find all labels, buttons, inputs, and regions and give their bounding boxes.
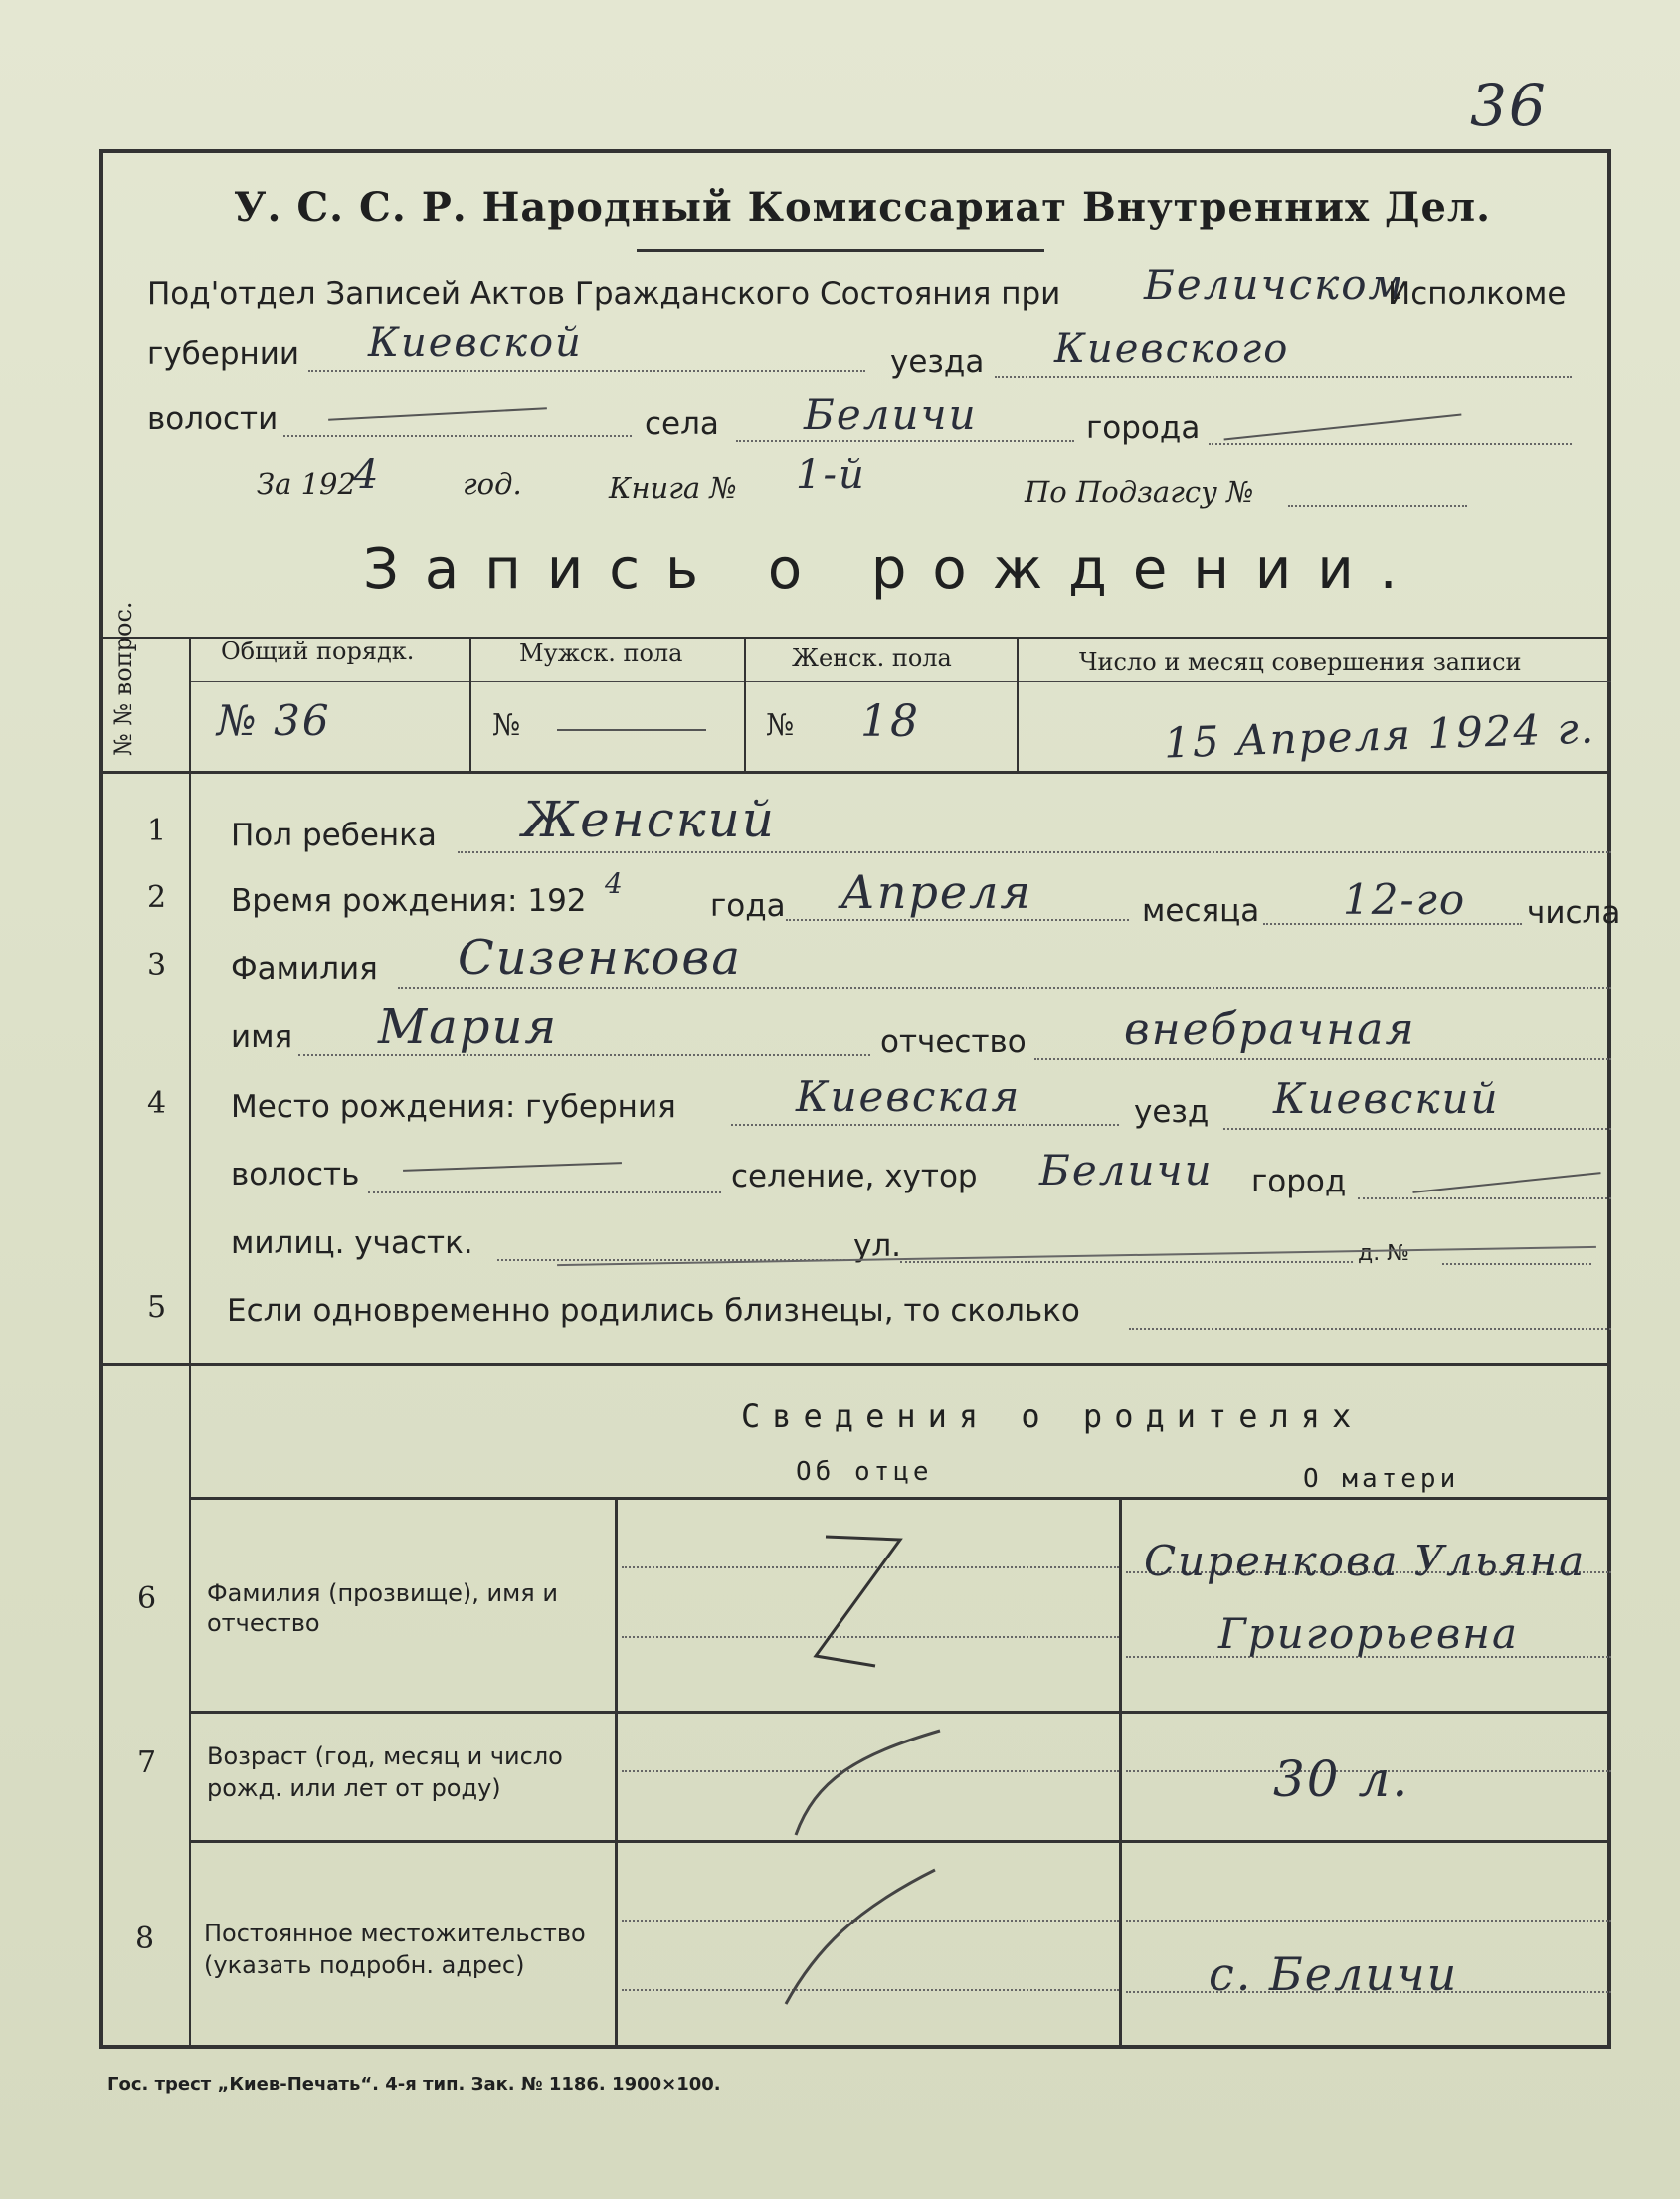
twins-label: Если одновременно родились близнецы, то сколько <box>227 1293 1080 1329</box>
question-3-number: 3 <box>147 948 167 983</box>
question-5-number: 5 <box>147 1290 167 1325</box>
row8-label-line1: Постоянное местожительство <box>204 1920 586 1947</box>
question-4-number: 4 <box>147 1086 167 1121</box>
row8-label-line2: (указать подробн. адрес) <box>204 1951 525 1979</box>
place-label: Место рождения: губерния <box>231 1089 676 1125</box>
row6-mother-line2: Григорьевна <box>1218 1609 1520 1658</box>
birth-day-value: 12-го <box>1343 875 1467 924</box>
birth-year-digit: 4 <box>605 867 625 900</box>
street-label: ул. <box>853 1228 902 1264</box>
gubernia-label: губернии <box>147 336 300 372</box>
mother-header: О матери <box>1303 1464 1460 1494</box>
row7-mother-value: 30 л. <box>1273 1750 1410 1808</box>
col-order-value: № 36 <box>217 696 331 745</box>
surname-value: Сизенкова <box>458 930 742 986</box>
year-value: 4 <box>353 453 381 498</box>
father-name-dash <box>816 1537 900 1666</box>
record-title: Запись о рождении. <box>363 537 1423 602</box>
col-order-label: Общий порядк. <box>221 638 415 665</box>
selenie-value: Беличи <box>1039 1146 1213 1194</box>
patronymic-value: внебрачная <box>1124 1005 1416 1055</box>
book-label: Книга № <box>609 471 737 505</box>
birth-year-suffix: года <box>710 888 786 924</box>
row6-mother-line1: Сиренкова Ульяна <box>1144 1537 1587 1585</box>
zags-line-prefix: Под'отдел Записей Актов Гражданского Состояния при <box>147 276 1061 312</box>
book-value: 1-й <box>796 453 866 498</box>
patronymic-label: отчество <box>880 1024 1027 1060</box>
place-gub-value: Киевская <box>796 1072 1022 1121</box>
form-title: У. С. С. Р. Народный Комиссариат Внутренних Дел. <box>234 184 1492 231</box>
col-date-value: 15 Апреля 1924 г. <box>1163 703 1596 768</box>
place-uezd-value: Киевский <box>1273 1074 1500 1123</box>
row8-mother-value: с. Беличи <box>1209 1947 1459 2001</box>
uezd-label: уезда <box>890 344 985 380</box>
question-7-number: 7 <box>137 1745 157 1780</box>
printer-footer: Гос. трест „Киев-Печать“. 4-я тип. Зак. № 1186. 1900×100. <box>107 2074 721 2095</box>
row7-label-line1: Возраст (год, месяц и число <box>207 1742 563 1770</box>
row6-label-line1: Фамилия (прозвище), имя и <box>207 1579 558 1607</box>
birth-day-label: числа <box>1527 895 1621 931</box>
parents-title: Сведения о родителях <box>741 1397 1364 1435</box>
surname-label: Фамилия <box>231 951 378 987</box>
militia-label: милиц. участк. <box>231 1225 473 1261</box>
father-address-dash <box>786 1870 935 2004</box>
father-age-dash <box>796 1731 940 1835</box>
place-volost-label: волость <box>231 1157 360 1192</box>
selo-value: Беличи <box>804 390 978 439</box>
col-female-prefix: № <box>766 708 795 743</box>
birth-month-value: Апреля <box>840 865 1032 919</box>
question-1-number: 1 <box>147 814 167 848</box>
birth-label: Время рождения: 192 <box>231 883 587 919</box>
zags-line-value: Беличском <box>1144 261 1405 309</box>
gorod-label: города <box>1086 410 1201 446</box>
row6-label-line2: отчество <box>207 1609 320 1637</box>
house-label: д. № <box>1358 1241 1410 1266</box>
sex-value: Женский <box>522 791 776 848</box>
col-female-value: 18 <box>860 696 920 747</box>
name-value: Мария <box>378 1000 559 1055</box>
question-8-number: 8 <box>135 1922 155 1956</box>
page-number: 36 <box>1470 72 1548 139</box>
row7-label-line2: рожд. или лет от роду) <box>207 1774 501 1802</box>
year-suffix: год. <box>463 467 522 501</box>
col-male-value: № <box>492 708 521 743</box>
col-date-label: Число и месяц совершения записи <box>1079 648 1522 676</box>
selo-label: села <box>645 406 719 442</box>
question-6-number: 6 <box>137 1581 157 1616</box>
sex-label: Пол ребенка <box>231 818 437 853</box>
year-label: За 192 <box>257 467 356 501</box>
subzags-label: По Подзагсу № <box>1025 475 1254 509</box>
father-header: Об отце <box>796 1457 933 1487</box>
birth-month-label: месяца <box>1142 893 1260 929</box>
question-number-header: № № вопрос. <box>109 601 137 756</box>
col-female-label: Женск. пола <box>792 644 952 672</box>
col-male-label: Мужск. пола <box>519 640 683 667</box>
question-2-number: 2 <box>147 880 167 915</box>
place-gorod-label: город <box>1251 1164 1347 1199</box>
zags-line-suffix: Исполкоме <box>1388 276 1567 312</box>
selenie-label: селение, хутор <box>731 1159 978 1194</box>
uezd-value: Киевского <box>1054 326 1290 372</box>
place-uezd-label: уезд <box>1134 1094 1210 1130</box>
gubernia-value: Киевской <box>368 320 583 366</box>
name-label: имя <box>231 1019 293 1055</box>
volost-label: волости <box>147 401 279 437</box>
